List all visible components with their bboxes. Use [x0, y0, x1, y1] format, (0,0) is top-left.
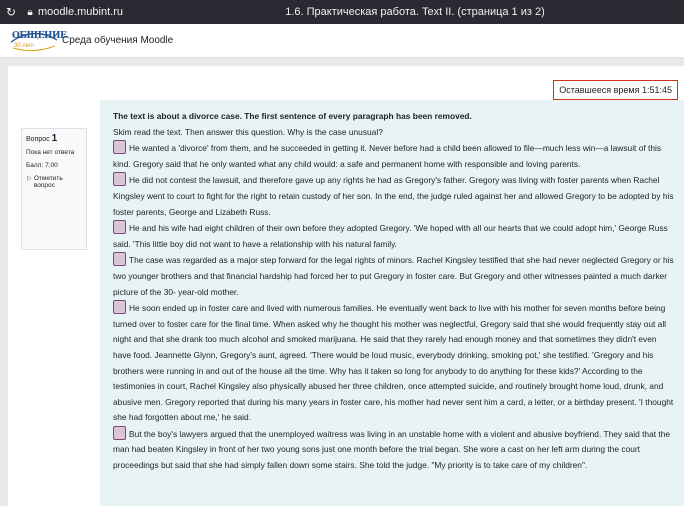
- paragraph-first-line: He did not contest the lawsuit, and therefore gave up any rights he had as Gregory's father. Gregory was living with foster parents: [129, 175, 609, 186]
- question-grade: Балл: 7,00: [26, 162, 58, 169]
- site-header: [0, 24, 684, 58]
- paragraph-6: [113, 426, 674, 474]
- paragraph-first-line: He wanted a 'divorce' from them, and he succeeded in getting it. Never before had a child been allowed to file—much less win—a: [129, 143, 609, 154]
- paragraph-rest: lawsuit of this kind. Gregory said that he only wanted what any child would: a safe and permanent home with responsible and loving parents.: [113, 143, 662, 169]
- drop-zone[interactable]: [113, 252, 126, 266]
- question-instruction: Skim read the text. Then answer this question. Why is the case unusual?: [113, 126, 383, 137]
- paragraph-first-line: He soon ended up in foster care and lived with numerous families. He eventually went back to live with his mother for seven: [129, 303, 587, 314]
- paragraph-4: [113, 252, 674, 300]
- question-number-value: 1: [51, 133, 58, 144]
- logo-subtext: 30 лет: [14, 42, 34, 49]
- page-content: [8, 66, 684, 506]
- paragraph-rest: him,' George Russ said. 'This little boy did not want to have a relationship with his natural family.: [113, 223, 668, 249]
- window-title: 1.6. Практическая работа. Text II. (страница 1 из 2): [285, 6, 545, 18]
- paragraph-2: [113, 172, 674, 220]
- drop-zone[interactable]: [113, 172, 126, 186]
- question-text: [113, 109, 674, 474]
- address-bar[interactable]: moodle.mubint.ru: [38, 6, 123, 18]
- paragraph-3: [113, 220, 674, 252]
- site-name[interactable]: Среда обучения Moodle: [62, 35, 174, 46]
- question-prefix: Вопрос: [26, 136, 50, 143]
- drop-zone[interactable]: [113, 140, 126, 154]
- browser-toolbar: [0, 0, 684, 24]
- paragraph-1: [113, 140, 674, 172]
- drop-zone[interactable]: [113, 426, 126, 440]
- logo-text: ОБЩЕНИЕ: [12, 30, 67, 41]
- paragraph-first-line: The case was regarded as a major step forward for the legal rights of minors. Rachel Kingsley testified that she had never: [129, 255, 580, 266]
- paragraph-rest: neglected Gregory or his two younger brothers and that financial hardship had forced her to put Gregory in foster care. But Gregory and other witnesses painted a much darker picture of the 30- year-old mother.: [113, 255, 674, 297]
- paragraph-rest: when Rachel Kingsley went to court to fight for the right to retain custody of her son. In the end, the judge ruled against her and allowed Gregory to be adopted by his foster parents, George and Lizabeth Russ.: [113, 175, 674, 217]
- question-content: [100, 100, 684, 506]
- question-status: Пока нет ответа: [26, 149, 75, 156]
- quiz-timer: Оставшееся время 1:51:45: [553, 80, 678, 100]
- flag-icon: ⚐: [26, 176, 32, 183]
- lock-icon[interactable]: 🔒︎: [27, 6, 33, 18]
- question-number: [26, 133, 82, 144]
- drop-zone[interactable]: [113, 220, 126, 234]
- drop-zone[interactable]: [113, 300, 126, 314]
- paragraph-first-line: But the boy's lawyers argued that the unemployed waitress was living in an unstable home with a violent and abusive boyfriend.: [129, 428, 602, 439]
- question-info: [21, 128, 87, 250]
- paragraph-5: [113, 300, 674, 426]
- paragraph-rest: They said that the man had beaten Kingsley in front of her two young sons just one month before the trial began. She wore a cast on her left arm during the court proceedings but said that she had simply fallen down some stairs. She told the judge. "My priority is to take care of my children".: [113, 428, 671, 471]
- question-lead: The text is about a divorce case. The first sentence of every paragraph has been removed.: [113, 111, 472, 121]
- paragraph-first-line: He and his wife had eight children of their own before they adopted Gregory. 'We hoped with all our hearts that we could adopt: [129, 223, 597, 234]
- reload-icon[interactable]: ↻: [5, 5, 17, 19]
- flag-question-link[interactable]: [26, 175, 82, 189]
- paragraph-rest: months before being turned over to foster care for the final time. When asked why he thought his mother was neglectful, Gregory said that she would frequently stay out all night and that she drank too much alcohol and smoked marijuana. He said that they rarely had enough money and that sometimes they didn't even have food. Jeannette Glynn, Gregory's aunt, agreed. 'There would be loud music, everybody drinking, smoking pot,' she testified. 'Gregory and his brothers were running in and out of the house all the time. Why has it taken so long for anybody to do anything for these kids?' According to the testimonies in court, Rachel Kingsley also physically abused her three children, once attempted suicide, and routinely brought home loud, drunk, and abusive men. Gregory reported that during his many years in foster care, his mother had never sent him a card, a letter, or a birthday present. 'I thought she had forgotten about me,' he said.: [113, 303, 674, 423]
- flag-question-label: Отметить вопрос: [33, 175, 63, 189]
- site-logo[interactable]: [8, 28, 67, 54]
